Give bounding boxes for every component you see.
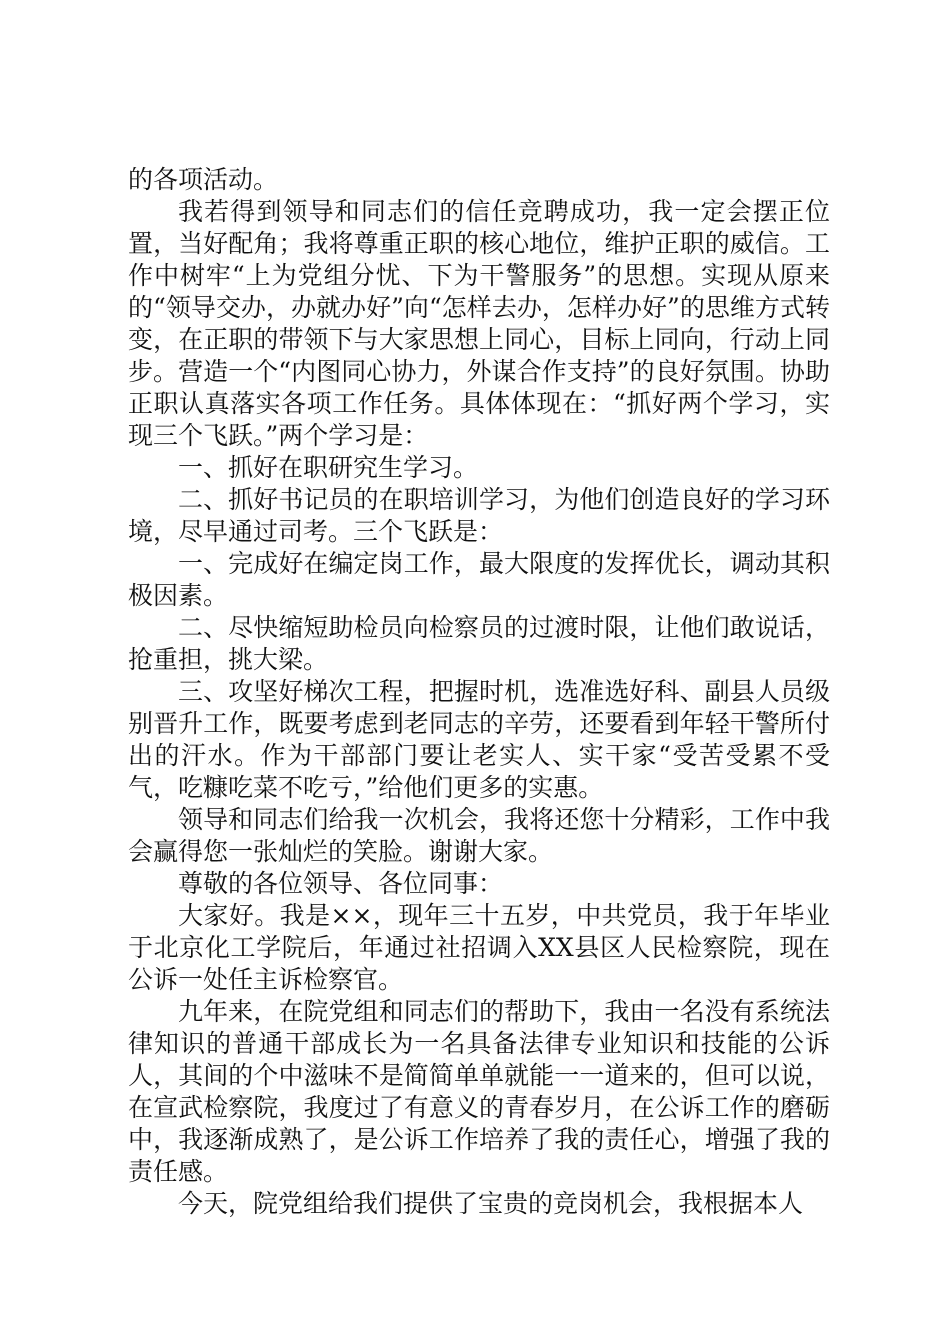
paragraph-0: 的各项活动。 bbox=[128, 165, 279, 194]
paragraph-7: 领导和同志们给我一次机会，我将还您十分精彩，工作中我会赢得您一张灿烂的笑脸。谢谢大家。 bbox=[128, 805, 830, 866]
paragraph-5: 二、尽快缩短助检员向检察员的过渡时限，让他们敢说话，抢重担，挑大梁。 bbox=[128, 613, 830, 674]
paragraph-3: 二、抓好书记员的在职培训学习，为他们创造良好的学习环境，尽早通过司考。三个飞跃是： bbox=[128, 485, 830, 546]
paragraph-8: 尊敬的各位领导、各位同事： bbox=[178, 869, 504, 898]
paragraph-6: 三、攻坚好梯次工程，把握时机，选准选好科、副县人员级别晋升工作，既要考虑到老同志的辛劳，还要看到年轻干警所付出的汗水。作为干部部门要让老实人、实干家“受苦受累不受气，吃糠吃菜不吃亏，”给他们更多的实惠。 bbox=[128, 677, 830, 802]
paragraph-10: 九年来，在院党组和同志们的帮助下，我由一名没有系统法律知识的普通干部成长为一名具备法律专业知识和技能的公诉人，其间的个中滋味不是简简单单就能一一道来的，但可以说，在宣武检察院，我度过了有意义的青春岁月，在公诉工作的磨砺中，我逐渐成熟了，是公诉工作培养了我的责任心，增强了我的责任感。 bbox=[128, 997, 830, 1186]
paragraph-4: 一、完成好在编定岗工作，最大限度的发挥优长，调动其积极因素。 bbox=[128, 549, 830, 610]
paragraph-11: 今天，院党组给我们提供了宝贵的竞岗机会，我根据本人 bbox=[178, 1189, 804, 1218]
paragraph-1: 我若得到领导和同志们的信任竞聘成功，我一定会摆正位置，当好配角；我将尊重正职的核心地位，维护正职的威信。工作中树牢“上为党组分忧、下为干警服务”的思想。实现从原来的“领导交办，办就办好”向“怎样去办，怎样办好”的思维方式转变，在正职的带领下与大家思想上同心，目标上同向，行动上同步。营造一个“内图同心协力，外谋合作支持”的良好氛围。协助正职认真落实各项工作任务。具体体现在：“抓好两个学习，实现三个飞跃。”两个学习是： bbox=[128, 197, 830, 450]
document-body bbox=[128, 164, 830, 1220]
paragraph-2: 一、抓好在职研究生学习。 bbox=[178, 453, 479, 482]
paragraph-9: 大家好。我是××，现年三十五岁，中共党员，我于年毕业于北京化工学院后，年通过社招调入XX县区人民检察院，现在公诉一处任主诉检察官。 bbox=[128, 901, 830, 994]
